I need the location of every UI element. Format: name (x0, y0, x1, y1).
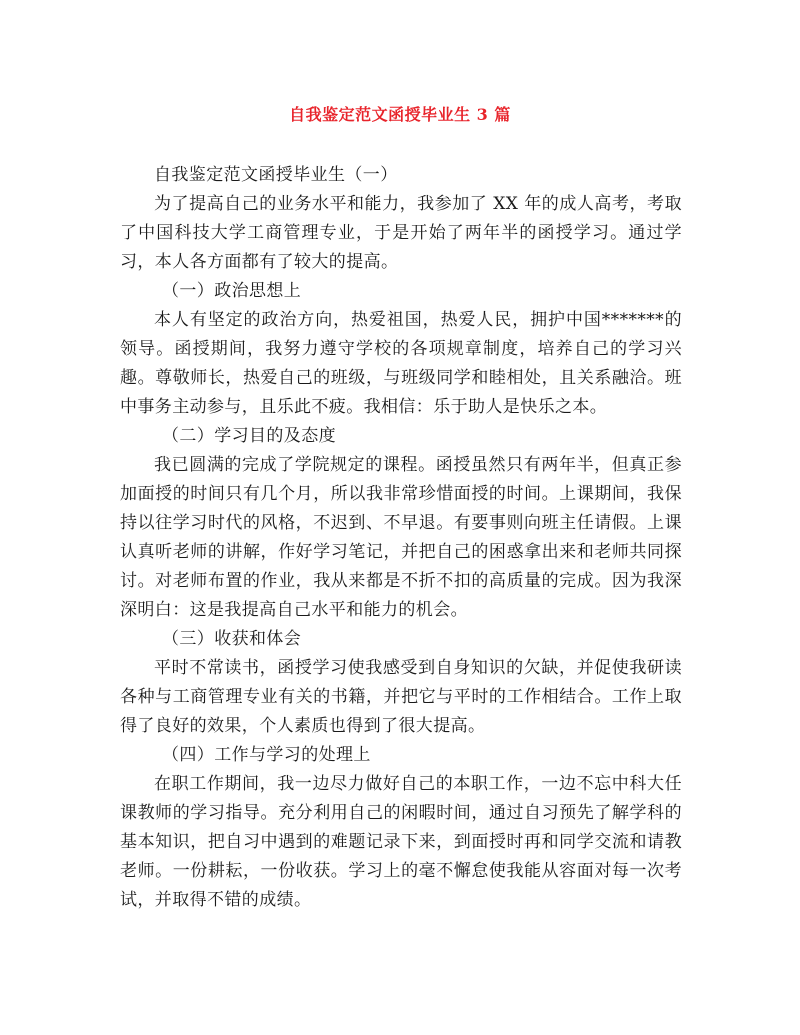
intro-paragraph: 为了提高自己的业务水平和能力，我参加了 XX 年的成人高考，考取了中国科技大学工商管理专业，于是开始了两年半的函授学习。通过学习，本人各方面都有了较大的提高。 (120, 194, 682, 272)
section-1-paragraph: 本人有坚定的政治方向，热爱祖国，热爱人民，拥护中国*******的领导。函授期间，我努力遵守学校的各项规章制度，培养自己的学习兴趣。尊敬师长，热爱自己的班级，与班级同学和睦相处，且关系融洽。班中事务主动参与，且乐此不疲。我相信：乐于助人是快乐之本。 (120, 310, 682, 417)
section-4-heading: （四）工作与学习的处理上 (162, 745, 371, 765)
section-3-heading: （三）收获和体会 (162, 629, 302, 649)
section-1-heading: （一）政治思想上 (162, 281, 302, 301)
section-3-paragraph: 平时不常读书，函授学习使我感受到自身知识的欠缺，并促使我研读各种与工商管理专业有关的书籍，并把它与平时的工作相结合。工作上取得了良好的效果，个人素质也得到了很大提高。 (120, 658, 682, 736)
section-4-paragraph: 在职工作期间，我一边尽力做好自己的本职工作，一边不忘中科大任课教师的学习指导。充分利用自己的闲暇时间，通过自习预先了解学科的基本知识，把自习中遇到的难题记录下来，到面授时再和同学交流和请教老师。一份耕耘，一份收获。学习上的毫不懈怠使我能从容面对每一次考试，并取得不错的成绩。 (120, 774, 682, 910)
document-title: 自我鉴定范文函授毕业生 3 篇 (289, 105, 511, 124)
section-2-paragraph: 我已圆满的完成了学院规定的课程。函授虽然只有两年半，但真正参加面授的时间只有几个月，所以我非常珍惜面授的时间。上课期间，我保持以往学习时代的风格，不迟到、不早退。有要事则向班主任请假。上课认真听老师的讲解，作好学习笔记，并把自己的困惑拿出来和老师共同探讨。对老师布置的作业，我从来都是不折不扣的高质量的完成。因为我深深明白：这是我提高自己水平和能力的机会。 (120, 455, 682, 620)
section-title: 自我鉴定范文函授毕业生（一） (154, 165, 398, 185)
document-body (120, 161, 682, 915)
section-2-heading: （二）学习目的及态度 (162, 426, 336, 446)
